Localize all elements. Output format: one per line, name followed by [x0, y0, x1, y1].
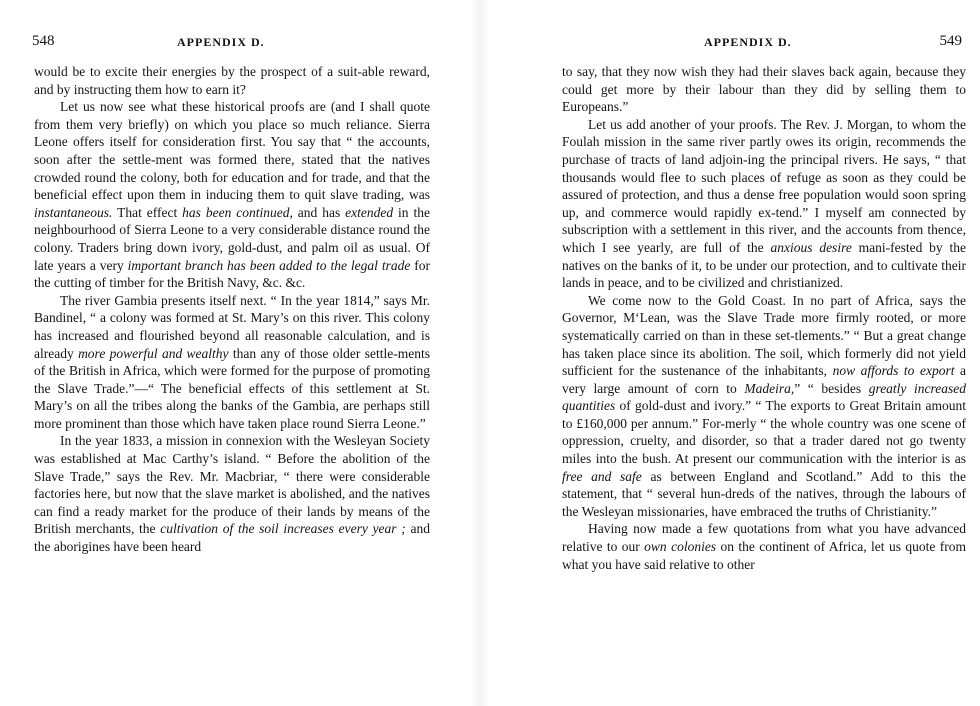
text-run: In the year 1833, a mission in connexion with the Wesleyan Society was established at Mac Carthy’s island. “ Before the abolition of the Slave Trade,” says the Rev. Mr. Macbriar, “ there were considerable factories here, but now that the slave market is abolished, and the natives can find a ready market for the produce of their lands by means of the British merchants, the	[34, 433, 430, 537]
italic-text: extended	[345, 204, 394, 220]
page-number: 548	[32, 33, 55, 49]
right-page-header	[562, 33, 962, 55]
text-run: of gold-dust and ivory.” “ The exports to Great Britain amount to £160,000 per annum.” For-merly “ the whole country was one scene of oppression, cruelty, and disorder, so that a trader dared not go twenty miles into the bush. At present our communication with the interior is as	[562, 398, 966, 467]
italic-text: Madeira,	[744, 380, 795, 396]
italic-text: greatly increased quantities	[562, 380, 966, 414]
paragraph	[562, 520, 966, 573]
text-run: as between England and Scotland.” Add to this the statement, that “ several hun-dreds of the natives, through the labours of the Wesleyan missionaries, have embraced the truths of Christianity.”	[562, 468, 966, 519]
italic-text: has been continued,	[182, 204, 293, 220]
italic-text: important branch has been added to the legal trade	[127, 257, 411, 273]
text-run: Let us now see what these historical proofs are (and I shall quote from them very briefly) on which you place so much reliance. Sierra Leone offers itself for consideration first. You say that “ the accounts, soon after the settle-ment was formed there, stated that the natives crowded round the colony, both for education and for trade, and that the beneficial effect upon them in inducing them to quit slave trading, was	[34, 99, 430, 203]
text-run: for the cutting of timber for the British Navy, &c. &c.	[34, 257, 430, 291]
italic-text: more powerful and wealthy	[78, 345, 229, 361]
paragraph	[562, 116, 966, 292]
text-run: in the neighbourhood of Sierra Leone to a very considerable distance round the colony. Traders bring down ivory, gold-dust, and palm oil as usual. Of late years a very	[34, 204, 430, 273]
paragraph	[562, 292, 966, 521]
paragraph	[34, 98, 430, 292]
text-run: a very large amount of corn to	[562, 363, 966, 396]
text-run: on the continent of Africa, let us quote from what you have said relative to other	[562, 539, 966, 572]
right-page-body	[562, 63, 966, 573]
text-run: We come now to the Gold Coast. In no part of Africa, says the Governor, M‘Lean, was the Slave Trade more firmly rooted, or more systematically carried on than in these set-tlements.” “ But a great change has taken place since its abolition. The soil, which formerly did not yield sufficient for the sustenance of the inhabitants,	[562, 292, 966, 379]
italic-text: free and safe	[562, 468, 642, 484]
text-run: mani-fested by the natives on the banks of it, to be under our protection, and to cultivate their lands in peace, and to be civilized and christianized.	[562, 239, 966, 291]
text-run: and the aborigines have been heard	[34, 521, 430, 555]
page-number: 549	[939, 33, 962, 49]
text-run: ” “ besides	[794, 380, 869, 396]
book-gutter	[470, 0, 490, 706]
italic-text: cultivation of the soil increases every year ;	[160, 521, 406, 537]
paragraph	[34, 63, 430, 98]
text-run: than any of those older settle-ments of the British in Africa, which were formed for the purpose of promoting the Slave Trade.”—“ The beneficial effects of this settlement at St. Mary’s on all the tribes along the banks of the Gambia, are perhaps still more prominent than those which have taken place round Sierra Leone.”	[34, 345, 430, 431]
paragraph	[34, 292, 430, 433]
paragraph	[562, 63, 966, 116]
paragraph	[34, 432, 430, 555]
italic-text: own colonies	[644, 539, 717, 555]
italic-text: now affords to export	[832, 363, 955, 379]
text-run: and has	[292, 204, 346, 220]
running-head: APPENDIX D.	[704, 35, 792, 49]
text-run: That effect	[112, 204, 183, 220]
text-run: Having now made a few quotations from what you have advanced relative to our	[562, 521, 966, 555]
right-page	[490, 0, 980, 706]
left-page-body	[34, 63, 430, 556]
text-run: would be to excite their energies by the prospect of a suit-able reward, and by instructing them how to earn it?	[34, 64, 430, 97]
italic-text: anxious desire	[770, 239, 852, 255]
text-run: to say, that they now wish they had their slaves back again, because they could get more by their labour than they did by selling them to Europeans.”	[562, 64, 966, 115]
running-head: APPENDIX D.	[177, 35, 265, 49]
left-page	[0, 0, 470, 706]
text-run: The river Gambia presents itself next. “ In the year 1814,” says Mr. Bandinel, “ a colony was formed at St. Mary’s on this river. This colony has increased and flourished beyond all reasonable calculation, and is already	[34, 292, 430, 361]
italic-text: instantaneous.	[34, 204, 113, 220]
text-run: Let us add another of your proofs. The Rev. J. Morgan, to whom the Foulah mission in the same river partly owes its origin, recommends the purchase of tracts of land adjoin-ing the principal rivers. He says, “ that thousands would flee to such places of refuge as soon as they could be assured of protection, and thus a dense free population would soon spring up, and commerce would rapidly ex-tend.” I myself am connected by subscription with a settlement in this river, and the accounts from thence, which I see yearly, are full of the	[562, 116, 966, 255]
left-page-header	[32, 33, 432, 55]
